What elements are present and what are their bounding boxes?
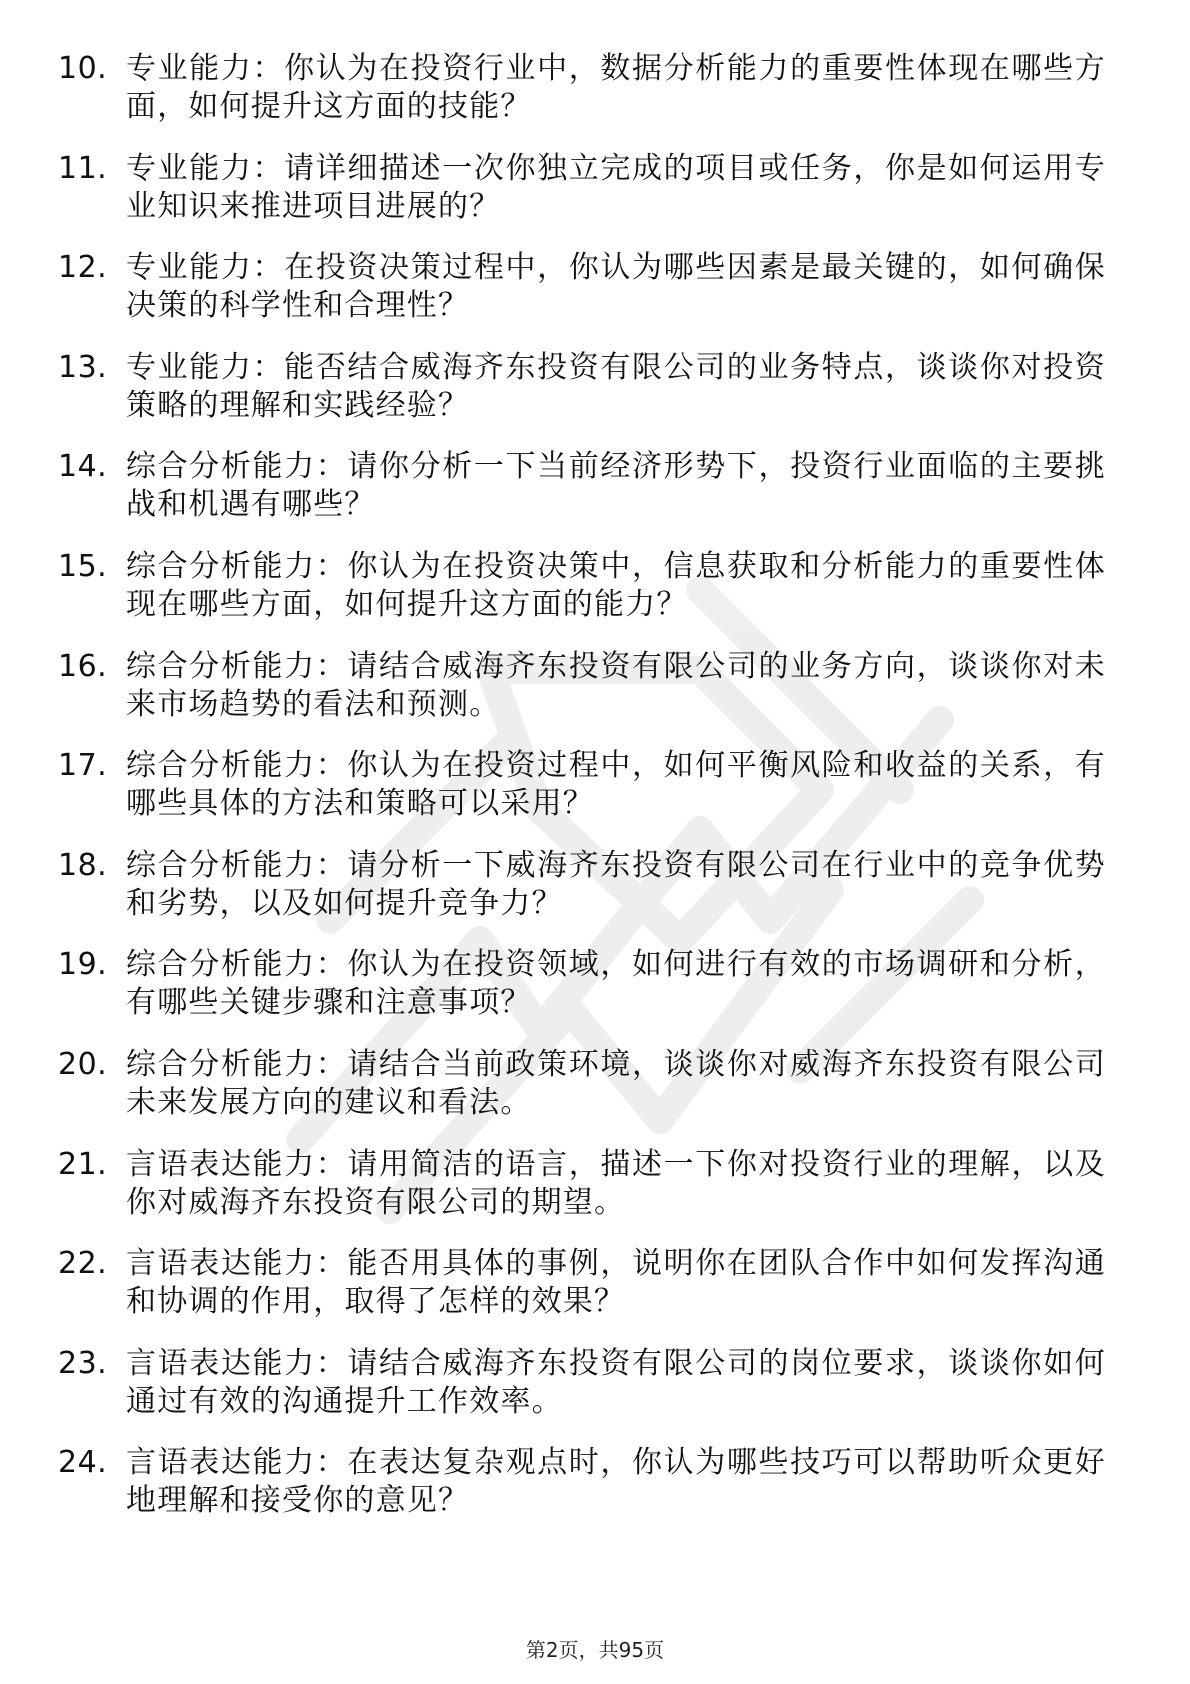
question-item (58, 448, 1118, 548)
question-item (58, 747, 1118, 847)
question-item (58, 548, 1118, 648)
question-number: 10. (58, 51, 108, 86)
question-number: 22. (58, 1246, 108, 1282)
question-text: 综合分析能力：请结合当前政策环境，谈谈你对威海齐东投资有限公司未来发展方向的建议和看法。 (126, 1046, 1106, 1120)
question-number: 13. (58, 349, 108, 385)
question-item (58, 50, 1118, 150)
question-number: 21. (58, 1146, 108, 1182)
question-text: 专业能力：请详细描述一次你独立完成的项目或任务，你是如何运用专业知识来推进项目进展的？ (126, 150, 1106, 224)
question-item (58, 1146, 1118, 1246)
question-list (58, 50, 1118, 1544)
question-text: 综合分析能力：请你分析一下当前经济形势下，投资行业面临的主要挑战和机遇有哪些？ (126, 449, 1106, 523)
question-number: 12. (58, 250, 108, 286)
question-item (58, 1345, 1118, 1445)
question-text: 专业能力：你认为在投资行业中，数据分析能力的重要性体现在哪些方面，如何提升这方面的技能？ (126, 51, 1106, 124)
question-item (58, 1444, 1118, 1544)
question-text: 专业能力：能否结合威海齐东投资有限公司的业务特点，谈谈你对投资策略的理解和实践经验？ (126, 349, 1106, 423)
question-item (58, 249, 1118, 349)
question-text: 综合分析能力：你认为在投资领域，如何进行有效的市场调研和分析，有哪些关键步骤和注意事项？ (126, 947, 1106, 1021)
question-number: 15. (58, 548, 108, 584)
question-text: 综合分析能力：你认为在投资过程中，如何平衡风险和收益的关系，有哪些具体的方法和策略可以采用？ (126, 748, 1106, 822)
question-number: 14. (58, 449, 108, 485)
question-item (58, 150, 1118, 250)
question-item (58, 847, 1118, 947)
question-text: 言语表达能力：请用简洁的语言，描述一下你对投资行业的理解，以及你对威海齐东投资有限公司的期望。 (126, 1146, 1106, 1220)
question-number: 18. (58, 847, 108, 883)
question-number: 17. (58, 748, 108, 784)
question-text: 综合分析能力：你认为在投资决策中，信息获取和分析能力的重要性体现在哪些方面，如何提升这方面的能力？ (126, 548, 1106, 622)
question-number: 19. (58, 947, 108, 983)
question-item (58, 946, 1118, 1046)
question-item (58, 1245, 1118, 1345)
question-item (58, 349, 1118, 449)
question-number: 23. (58, 1345, 108, 1381)
page-footer (0, 1637, 1190, 1663)
question-text: 言语表达能力：请结合威海齐东投资有限公司的岗位要求，谈谈你如何通过有效的沟通提升工作效率。 (126, 1345, 1106, 1419)
question-text: 言语表达能力：能否用具体的事例，说明你在团队合作中如何发挥沟通和协调的作用，取得了怎样的效果？ (126, 1246, 1106, 1320)
question-item (58, 1046, 1118, 1146)
question-text: 言语表达能力：在表达复杂观点时，你认为哪些技巧可以帮助听众更好地理解和接受你的意见？ (126, 1445, 1106, 1519)
question-text: 专业能力：在投资决策过程中，你认为哪些因素是最关键的，如何确保决策的科学性和合理性？ (126, 250, 1106, 324)
question-text: 综合分析能力：请结合威海齐东投资有限公司的业务方向，谈谈你对未来市场趋势的看法和预测。 (126, 648, 1106, 722)
question-number: 20. (58, 1046, 108, 1082)
question-number: 16. (58, 648, 108, 684)
question-number: 24. (58, 1445, 108, 1481)
question-text: 综合分析能力：请分析一下威海齐东投资有限公司在行业中的竞争优势和劣势，以及如何提升竞争力？ (126, 847, 1106, 921)
question-number: 11. (58, 150, 108, 186)
page-number-text: 第2页，共95页 (525, 1638, 665, 1662)
question-item (58, 648, 1118, 748)
